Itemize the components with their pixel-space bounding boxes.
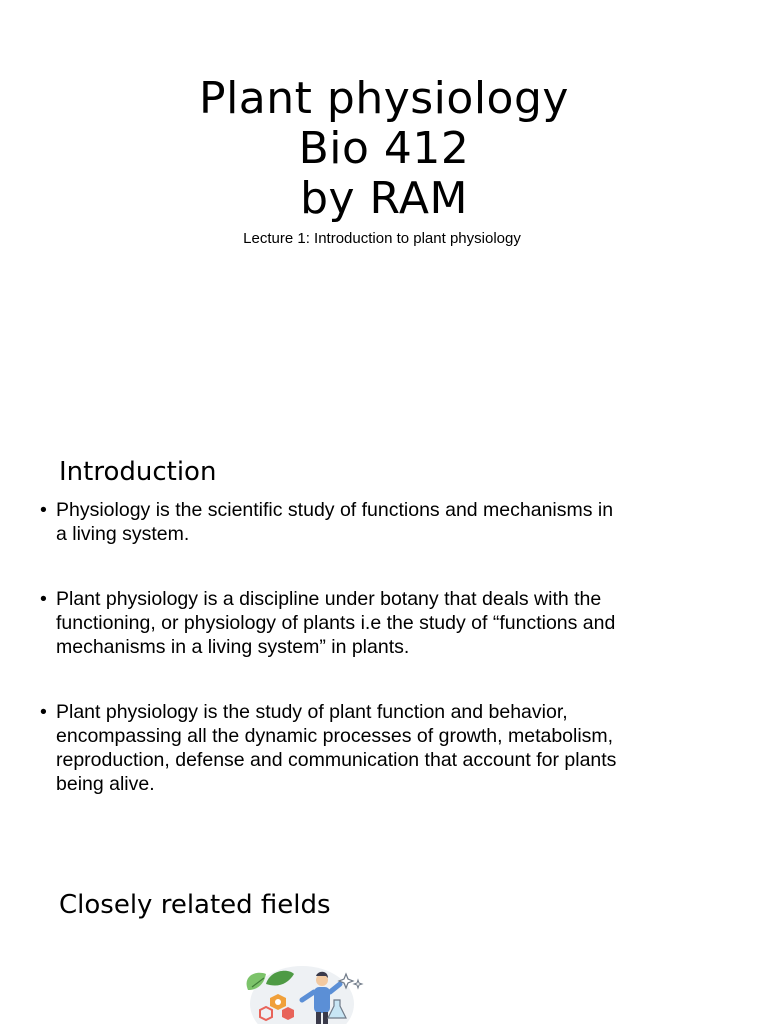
bullet-item bbox=[40, 587, 620, 659]
introduction-heading: Introduction bbox=[59, 457, 217, 487]
person-leg bbox=[316, 1012, 321, 1024]
bullet-text: Plant physiology is the study of plant function and behavior, encompassing all the dynamic processes of growth, metabolism, reproduction, defense and communication that account for plants being alive. bbox=[56, 701, 617, 795]
bullet-item bbox=[40, 498, 620, 546]
bullet-dot: • bbox=[40, 499, 47, 521]
introduction-bullet-list bbox=[40, 498, 620, 796]
slide-title bbox=[0, 74, 768, 224]
related-fields-slide bbox=[0, 880, 768, 1024]
bullet-text: Physiology is the scientific study of functions and mechanisms in a living system. bbox=[56, 499, 614, 545]
title-line-2: Bio 412 bbox=[298, 123, 470, 174]
bullet-dot: • bbox=[40, 701, 47, 723]
bullet-dot: • bbox=[40, 588, 47, 610]
molecule-core bbox=[275, 999, 281, 1005]
science-illustration-graphic bbox=[230, 960, 380, 1024]
person-leg bbox=[323, 1012, 328, 1024]
title-line-1: Plant physiology bbox=[199, 73, 569, 124]
bullet-text: Plant physiology is a discipline under botany that deals with the functioning, or physiology of plants i.e the study of “functions and mechanisms in a living system” in plants. bbox=[56, 588, 616, 658]
slide-subtitle: Lecture 1: Introduction to plant physiology bbox=[243, 230, 521, 247]
person-body-icon bbox=[314, 987, 330, 1013]
introduction-slide bbox=[0, 440, 768, 860]
title-slide bbox=[0, 0, 768, 300]
bullet-item bbox=[40, 700, 620, 796]
related-fields-heading: Closely related fields bbox=[59, 890, 331, 920]
sparkle-icon bbox=[354, 980, 362, 988]
science-illustration-icon bbox=[230, 960, 380, 1024]
title-line-3: by RAM bbox=[300, 173, 468, 224]
